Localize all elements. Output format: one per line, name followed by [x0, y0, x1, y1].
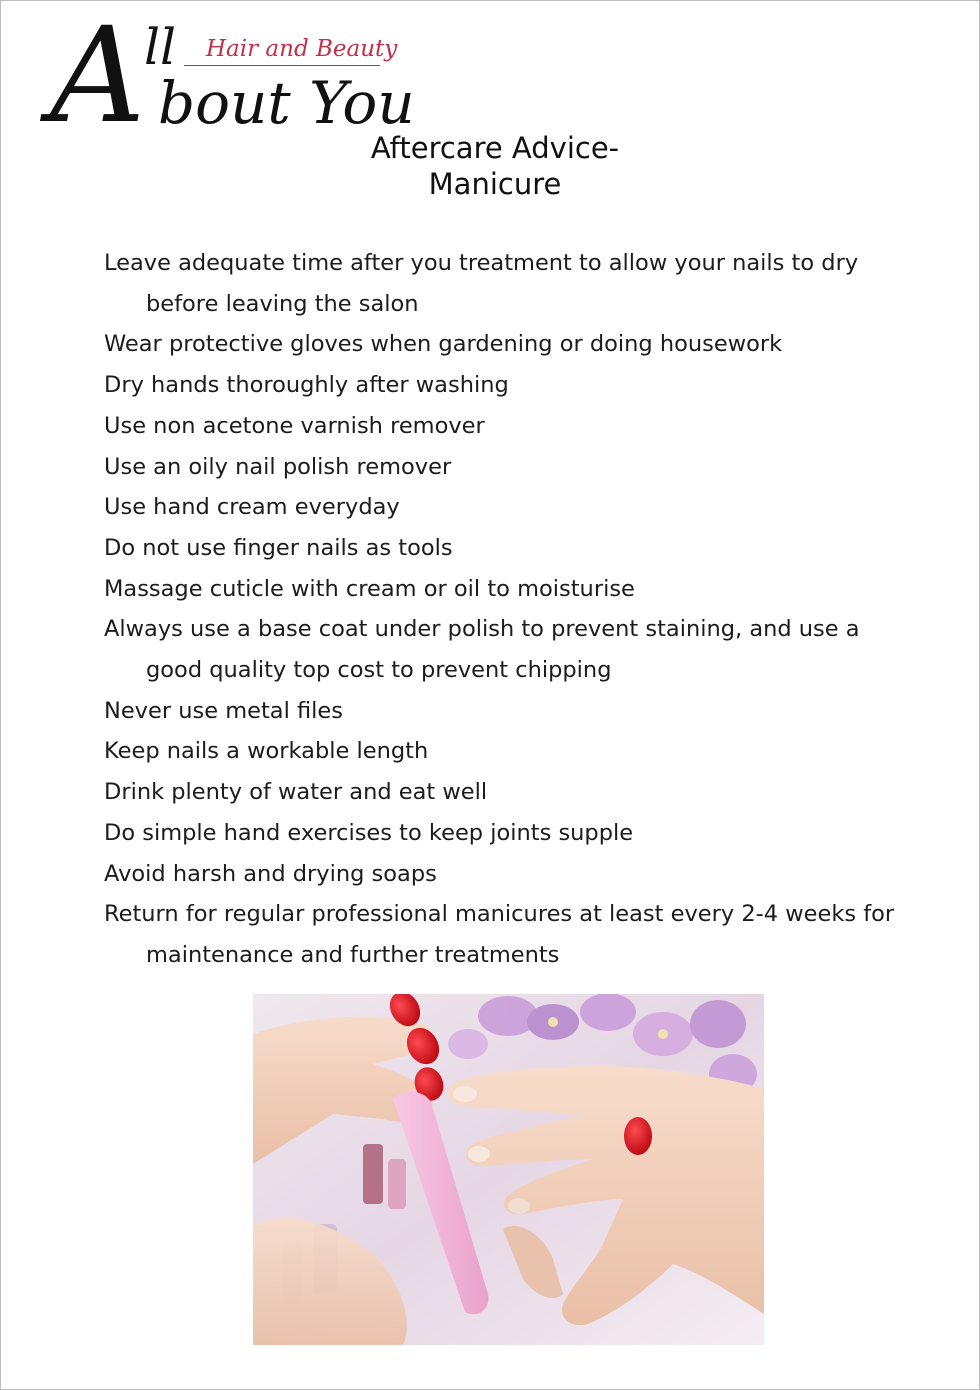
- advice-item: Do not use finger nails as tools: [104, 534, 453, 561]
- manicure-photo: [253, 994, 764, 1345]
- page-title-line-1: Aftercare Advice-: [370, 131, 620, 165]
- advice-item: Wear protective gloves when gardening or doing housework: [104, 331, 783, 358]
- advice-item: Drink plenty of water and eat well: [104, 779, 488, 806]
- advice-item: Massage cuticle with cream or oil to moisturise: [104, 575, 635, 602]
- logo-letters-ll: ll: [144, 18, 176, 76]
- advice-item: Keep nails a workable length: [104, 738, 429, 765]
- advice-item: Always use a base coat under polish to prevent staining, and use a good quality top cost to prevent chipping: [104, 616, 860, 684]
- logo-underline: [184, 65, 380, 66]
- salon-logo: [46, 0, 415, 153]
- page-title-line-2: Manicure: [428, 167, 562, 201]
- advice-item: Use hand cream everyday: [104, 494, 400, 521]
- page-title: [300, 130, 690, 202]
- logo-letter-a: A: [50, 0, 146, 153]
- logo-word-bout-you: bout You: [158, 69, 415, 137]
- advice-item: Return for regular professional manicures at least every 2-4 weeks for maintenance and further treatments: [104, 901, 895, 968]
- advice-item: Dry hands thoroughly after washing: [104, 372, 509, 399]
- logo-subtitle: Hair and Beauty: [206, 36, 398, 62]
- advice-item: Use non acetone varnish remover: [104, 412, 485, 439]
- advice-item: Avoid harsh and drying soaps: [104, 860, 437, 887]
- aftercare-advice-list: [104, 243, 904, 976]
- advice-item: Use an oily nail polish remover: [104, 453, 452, 480]
- advice-item: Do simple hand exercises to keep joints supple: [104, 819, 634, 846]
- advice-item: Never use metal files: [104, 697, 343, 724]
- advice-item: Leave adequate time after you treatment to allow your nails to dry before leaving the salon: [104, 250, 859, 317]
